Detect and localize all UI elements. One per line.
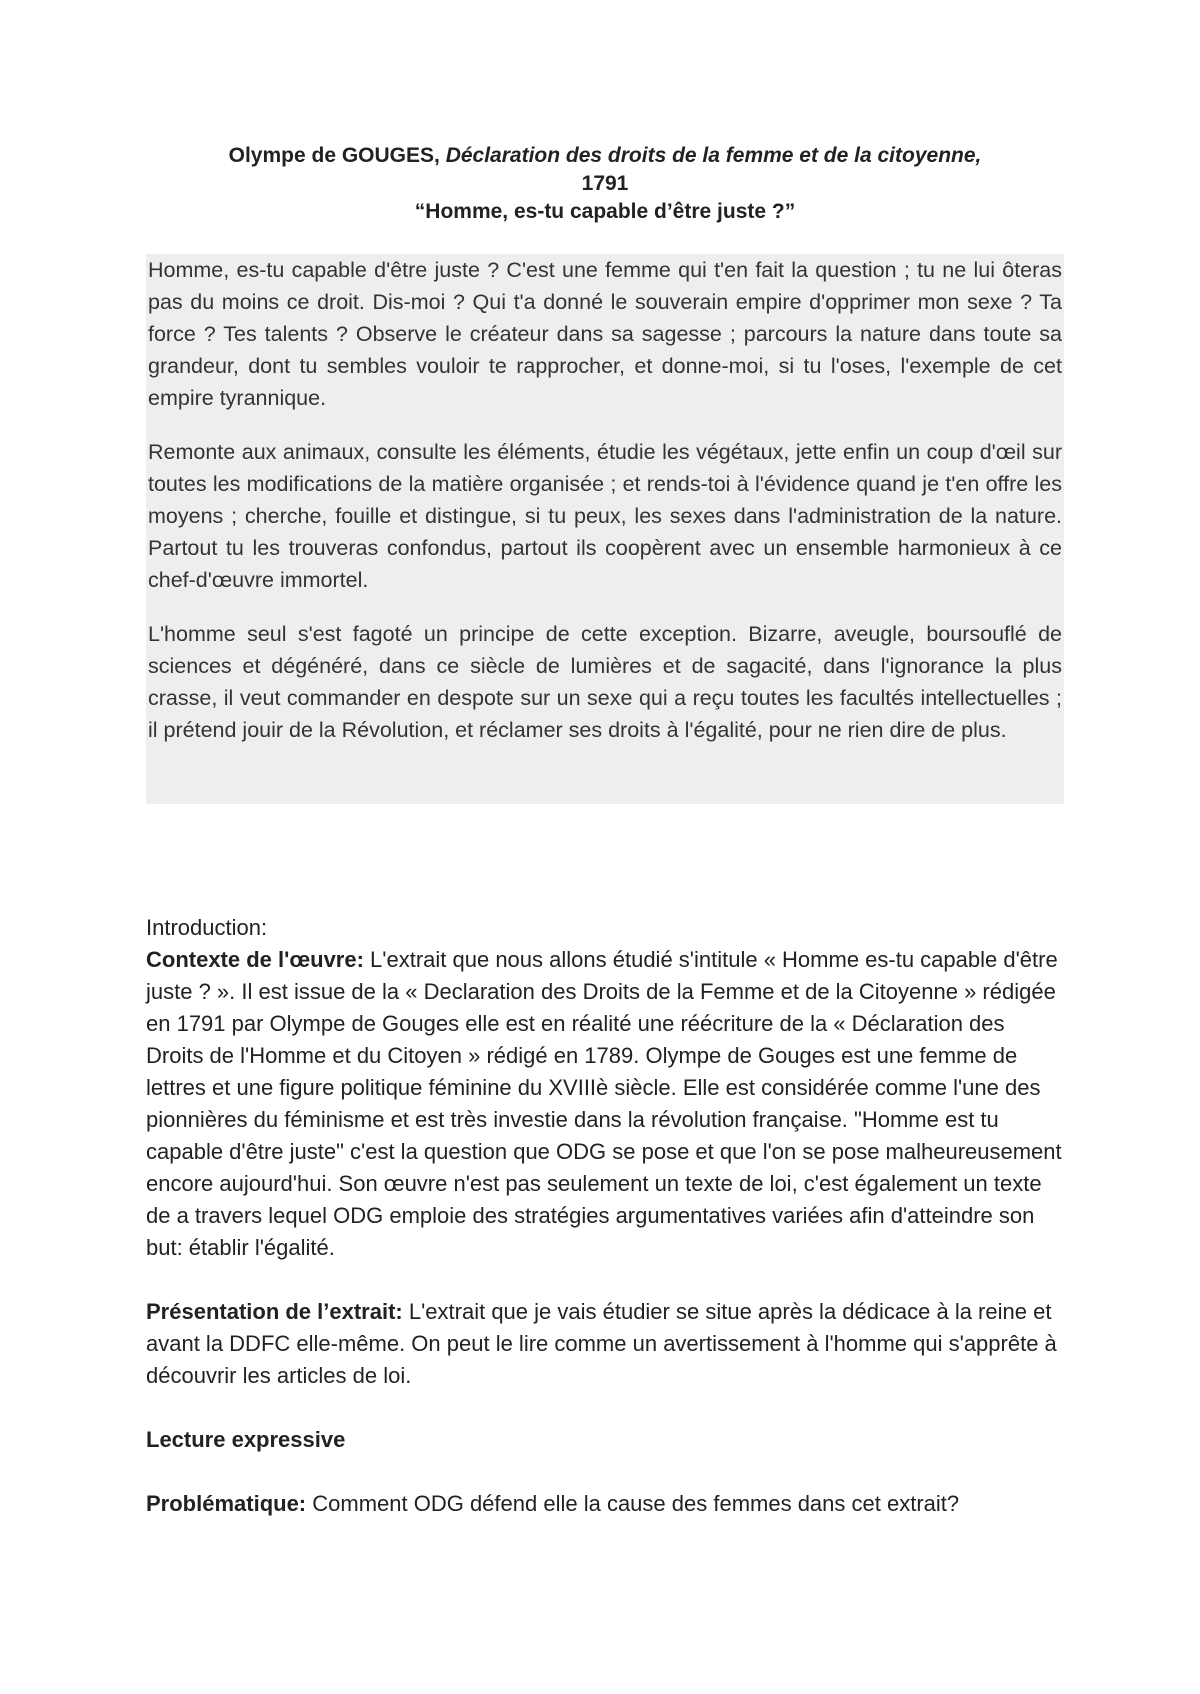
spacer — [146, 1456, 1064, 1488]
work-title: Déclaration des droits de la femme et de la citoyenne, — [445, 144, 982, 167]
analysis-section — [146, 912, 1064, 1520]
excerpt-quote-title: “Homme, es-tu capable d’être juste ?” — [414, 200, 796, 223]
problem-text: Comment ODG défend elle la cause des femmes dans cet extrait? — [312, 1491, 960, 1516]
introduction-heading: Introduction: — [146, 915, 268, 940]
title-line-1 — [146, 142, 1064, 170]
document-title — [146, 142, 1064, 226]
context-text: L'extrait que nous allons étudié s'intitule « Homme es-tu capable d'être juste ? ». Il est issue de la « Declaration des Droits de la Femme et de la Citoyenne » rédigée en 1791 par Olympe de Gouges elle est en réalité une réécriture de la « Déclaration des Droits de l'Homme et du Citoyen » rédigé en 1789. Olympe de Gouges est une femme de lettres et une figure politique féminine du XVIIIè siècle. Elle est considérée comme l'une des pionnières du féminisme et est très investie dans la révolution française. "Homme est tu capable d'être juste" c'est la question que ODG se pose et que l'on se pose malheureusement encore aujourd'hui. Son œuvre n'est pas seulement un texte de loi, c'est également un texte de a travers lequel ODG emploie des stratégies argumentatives variées afin d'atteindre son but: établir l'égalité. — [146, 947, 1062, 1260]
excerpt-paragraph: Remonte aux animaux, consulte les éléments, étudie les végétaux, jette enfin un coup d'œil sur toutes les modifications de la matière organisée ; et rends-toi à l'évidence quand je t'en offre les moyens ; cherche, fouille et distingue, si tu peux, les sexes dans l'administration de la nature. Partout tu les trouveras confondus, partout ils coopèrent avec un ensemble harmonieux à ce chef-d'œuvre immortel. — [148, 440, 1062, 592]
excerpt-box — [146, 254, 1064, 804]
reading-label: Lecture expressive — [146, 1427, 346, 1452]
excerpt-paragraph: Homme, es-tu capable d'être juste ? C'est une femme qui t'en fait la question ; tu ne lui ôteras pas du moins ce droit. Dis-moi ? Qui t'a donné le souverain empire d'opprimer mon sexe ? Ta force ? Tes talents ? Observe le créateur dans sa sagesse ; parcours la nature dans toute sa grandeur, dont tu sembles vouloir te rapprocher, et donne-moi, si tu l'oses, l'exemple de cet empire tyrannique. — [148, 258, 1062, 410]
publication-year: 1791 — [581, 172, 629, 195]
presentation-paragraph — [146, 1296, 1064, 1392]
reading-paragraph — [146, 1424, 1064, 1456]
excerpt-paragraph: L'homme seul s'est fagoté un principe de cette exception. Bizarre, aveugle, boursouflé de sciences et dégénéré, dans ce siècle de lumières et de sagacité, dans l'ignorance la plus crasse, il veut commander en despote sur un sexe qui a reçu toutes les facultés intellectuelles ; il prétend jouir de la Révolution, et réclamer ses droits à l'égalité, pour ne rien dire de plus. — [148, 622, 1062, 742]
problem-label: Problématique: — [146, 1491, 313, 1516]
spacer — [146, 1264, 1064, 1296]
presentation-label: Présentation de l’extrait: — [146, 1299, 409, 1324]
presentation-text: L'extrait que je vais étudier se situe après la dédicace à la reine et avant la DDFC elle-même. On peut le lire comme un avertissement à l'homme qui s'apprête à découvrir les articles de loi. — [146, 1299, 1057, 1388]
context-label: Contexte de l'œuvre: — [146, 947, 371, 972]
author-name: Olympe de GOUGES, — [228, 144, 446, 167]
problem-paragraph — [146, 1488, 1064, 1520]
context-paragraph — [146, 944, 1064, 1264]
spacer — [146, 1392, 1064, 1424]
